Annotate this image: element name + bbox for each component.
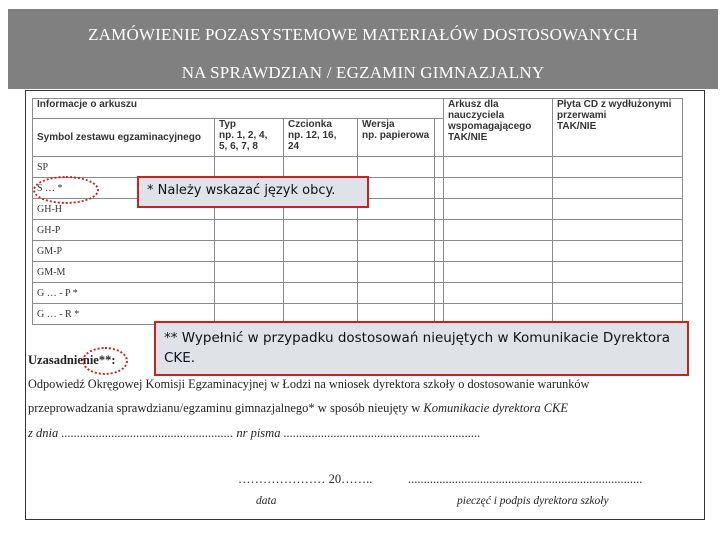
font-cell[interactable] xyxy=(284,262,358,283)
type-header-l2: np. 1, 2, 4, xyxy=(219,130,268,141)
notebook-header-l3: wspomagającego xyxy=(448,121,532,132)
type-header-l1: Typ xyxy=(219,119,237,130)
notebook-header-l1: Arkusz dla xyxy=(448,99,499,110)
cd-header xyxy=(553,99,683,157)
table-row-label: G … - P * xyxy=(33,283,215,304)
font-header-l3: 24 xyxy=(288,141,300,152)
type-cell[interactable] xyxy=(215,157,284,178)
version-cell[interactable] xyxy=(358,262,435,283)
table-row-label: GH-H xyxy=(33,199,215,220)
cd-cell[interactable] xyxy=(553,283,683,304)
stamp-signature-label: pieczęć i podpis dyrektora szkoły xyxy=(457,495,609,507)
cd-header-l3: TAK/NIE xyxy=(557,121,597,132)
notebook-cell[interactable] xyxy=(444,178,553,199)
symbol-header-label: Symbol zestawu egzaminacyjnego xyxy=(37,132,201,143)
font-header-l2: np. 12, 16, xyxy=(288,130,337,141)
version-cell[interactable] xyxy=(358,157,435,178)
table-row-label: S … * xyxy=(33,178,215,199)
table-row-label: GM-P xyxy=(33,241,215,262)
font-header-l1: Czcionka xyxy=(288,119,332,130)
notebook-cell[interactable] xyxy=(444,220,553,241)
version-cell[interactable] xyxy=(358,199,435,220)
type-cell[interactable] xyxy=(215,241,284,262)
justification-label: Uzasadnienie**: xyxy=(28,353,116,367)
notebook-cell[interactable] xyxy=(444,262,553,283)
notebook-cell[interactable] xyxy=(444,283,553,304)
type-cell[interactable] xyxy=(215,283,284,304)
non-standard-note: ** Wypełnić w przypadku dostosowań nieujętych w Komunikacie Dyrektora CKE. xyxy=(164,330,671,366)
cd-cell[interactable] xyxy=(553,262,683,283)
table-row-label: GH-P xyxy=(33,220,215,241)
cd-header-l2: przerwami xyxy=(557,110,607,121)
foreign-language-note: * Należy wskazać język obcy. xyxy=(147,183,336,198)
version-cell[interactable] xyxy=(358,178,435,199)
type-cell[interactable] xyxy=(215,220,284,241)
answer-line1: Odpowiedź Okręgowej Komisji Egzaminacyjnej w Łodzi na wniosek dyrektora szkoły o dostosowanie warunków xyxy=(28,377,590,391)
font-cell[interactable] xyxy=(284,241,358,262)
notebook-cell[interactable] xyxy=(444,157,553,178)
type-cell[interactable] xyxy=(215,262,284,283)
version-header-l1: Wersja xyxy=(362,119,395,130)
title-banner xyxy=(8,9,718,89)
highlight-oval-foreign-language xyxy=(33,176,99,204)
font-cell[interactable] xyxy=(284,157,358,178)
notebook-header-l2: nauczyciela xyxy=(448,110,505,121)
date-label: data xyxy=(256,495,277,507)
cd-cell[interactable] xyxy=(553,199,683,220)
symbol-header xyxy=(33,119,215,157)
cd-cell[interactable] xyxy=(553,178,683,199)
signature-dots: ........................................................................... xyxy=(408,472,643,486)
table-row-label: GM-M xyxy=(33,262,215,283)
version-cell[interactable] xyxy=(358,241,435,262)
cd-cell[interactable] xyxy=(553,220,683,241)
version-cell[interactable] xyxy=(358,283,435,304)
spacer-header xyxy=(435,119,444,157)
info-header-cell xyxy=(33,99,444,119)
answer-line2 xyxy=(28,401,568,416)
answer-line2-text: przeprowadzania sprawdzianu/egzaminu gimnazjalnego* w sposób nieujęty w xyxy=(28,401,421,415)
table-row-label: SP xyxy=(33,157,215,178)
banner-title-line2: NA SPRAWDZIAN / EGZAMIN GIMNAZJALNY xyxy=(181,63,545,82)
highlight-oval-justification xyxy=(82,347,128,375)
info-header: Informacje o arkuszu xyxy=(37,99,138,110)
notebook-header xyxy=(444,99,553,157)
notebook-cell[interactable] xyxy=(444,241,553,262)
version-header xyxy=(358,119,435,157)
date-and-number-line: z dnia ....................................................... nr pisma ............................................................... xyxy=(28,426,481,440)
font-cell[interactable] xyxy=(284,283,358,304)
answer-line2-italic: Komunikacie dyrektora CKE xyxy=(423,401,569,415)
non-standard-note-callout xyxy=(154,321,689,376)
table-row-label: G … - R * xyxy=(33,304,215,325)
type-header-l3: 5, 6, 7, 8 xyxy=(219,141,258,152)
cd-cell[interactable] xyxy=(553,157,683,178)
font-cell[interactable] xyxy=(284,220,358,241)
font-header xyxy=(284,119,358,157)
banner-title-line1: ZAMÓWIENIE POZASYSTEMOWE MATERIAŁÓW DOSTOSOWANYCH xyxy=(88,25,638,44)
materials-order-table xyxy=(32,98,683,325)
notebook-header-l4: TAK/NIE xyxy=(448,132,488,143)
date-dots: ………………… 20…….. xyxy=(238,472,373,486)
cd-cell[interactable] xyxy=(553,241,683,262)
foreign-language-note-callout xyxy=(137,176,369,208)
notebook-cell[interactable] xyxy=(444,199,553,220)
type-header xyxy=(215,119,284,157)
version-cell[interactable] xyxy=(358,220,435,241)
cd-header-l1: Płyta CD z wydłużonymi xyxy=(557,99,672,110)
version-header-l2: np. papierowa xyxy=(362,130,430,141)
